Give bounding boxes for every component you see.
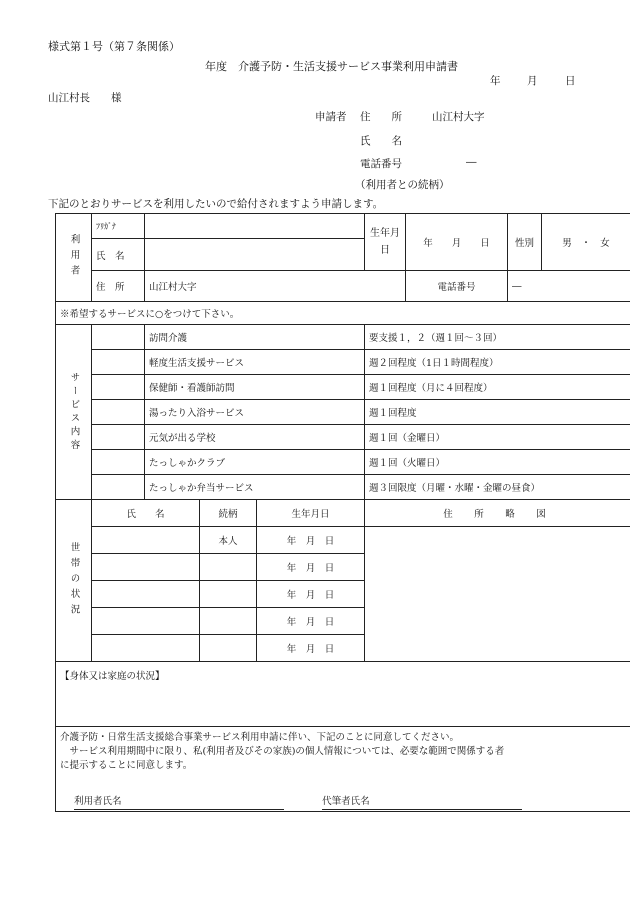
- household-relation-field[interactable]: 本人: [200, 527, 257, 554]
- household-birth-field[interactable]: 年 月 日: [257, 527, 365, 554]
- service-frequency: 週３回限度（月曜・水曜・金曜の昼食）: [365, 475, 630, 500]
- household-name-field[interactable]: [92, 554, 200, 581]
- applicant-relation-label: （利用者との続柄）: [355, 179, 450, 191]
- service-name: 軽度生活支援サービス: [145, 350, 365, 375]
- condition-field[interactable]: [56, 662, 630, 727]
- proxy-signature-label: 代筆者氏名: [322, 796, 370, 807]
- service-check-cell[interactable]: [92, 475, 145, 500]
- household-col-name: 氏 名: [92, 500, 200, 527]
- household-relation-field[interactable]: [200, 554, 257, 581]
- user-signature-label: 利用者氏名: [74, 796, 122, 807]
- household-birth-field[interactable]: 年 月 日: [257, 554, 365, 581]
- service-check-cell[interactable]: [92, 325, 145, 350]
- household-birth-field[interactable]: 年 月 日: [257, 608, 365, 635]
- furigana-field[interactable]: [145, 214, 365, 239]
- furigana-label: ﾌﾘｶﾞﾅ: [92, 214, 145, 239]
- birth-day: 日: [480, 238, 490, 249]
- user-name-field[interactable]: [145, 239, 365, 271]
- sex-label: 性別: [508, 214, 542, 271]
- user-phone-label: 電話番号: [406, 271, 508, 302]
- service-frequency: 週１回（金曜日）: [365, 425, 630, 450]
- household-name-field[interactable]: [92, 635, 200, 662]
- intro-text: 下記のとおりサービスを利用したいので給付されますよう申請します。: [48, 198, 384, 210]
- household-relation-field[interactable]: [200, 581, 257, 608]
- address-map-area[interactable]: [365, 527, 630, 662]
- service-name: 元気が出る学校: [145, 425, 365, 450]
- household-name-field[interactable]: [92, 608, 200, 635]
- birth-month: 月: [451, 238, 462, 249]
- service-check-cell[interactable]: [92, 375, 145, 400]
- consent-line-1: 介護予防・日常生活支援総合事業サービス利用申請に伴い、下記のことに同意してください。: [60, 732, 460, 743]
- service-check-cell[interactable]: [92, 400, 145, 425]
- household-birth-field[interactable]: 年 月 日: [257, 635, 365, 662]
- service-name: 湯ったり入浴サービス: [145, 400, 365, 425]
- applicant-address-value: 山江村大字: [432, 111, 485, 123]
- sex-selector[interactable]: 男 ・ 女: [542, 214, 630, 271]
- service-name: たっしゃかクラブ: [145, 450, 365, 475]
- birth-label: 生年月日: [365, 214, 406, 271]
- service-check-cell[interactable]: [92, 350, 145, 375]
- date-day: 日: [565, 75, 576, 87]
- service-frequency: 週１回（火曜日）: [365, 450, 630, 475]
- birth-date-field[interactable]: [406, 214, 508, 271]
- user-address-label: 住 所: [92, 271, 145, 302]
- proxy-signature-line[interactable]: [322, 795, 522, 810]
- condition-label: 【身体又は家庭の状況】: [60, 671, 165, 682]
- birth-year: 年: [423, 238, 433, 249]
- service-name: たっしゃか弁当サービス: [145, 475, 365, 500]
- service-frequency: 週２回程度（1日１時間程度）: [365, 350, 630, 375]
- user-name-label: 氏 名: [92, 239, 145, 271]
- service-name: 訪問介護: [145, 325, 365, 350]
- household-relation-field[interactable]: [200, 608, 257, 635]
- user-address-field[interactable]: 山江村大字: [145, 271, 406, 302]
- applicant-phone-label: 電話番号: [360, 158, 402, 170]
- service-check-cell[interactable]: [92, 450, 145, 475]
- household-col-birth: 生年月日: [257, 500, 365, 527]
- page-title: 年度 介護予防・生活支援サービス事業利用申請書: [205, 60, 458, 73]
- household-col-relation: 続柄: [200, 500, 257, 527]
- service-instruction: ※希望するサービスに○をつけて下さい。: [56, 302, 630, 325]
- application-form-table: [55, 213, 630, 812]
- applicant-address-label: 住 所: [360, 111, 402, 123]
- consent-line-3: に提示することに同意します。: [60, 760, 193, 771]
- household-section-label: 世帯の状況: [56, 500, 92, 662]
- date-month: 月: [527, 75, 538, 87]
- service-check-cell[interactable]: [92, 425, 145, 450]
- service-name: 保健師・看護師訪問: [145, 375, 365, 400]
- applicant-name-label: 氏 名: [360, 135, 402, 147]
- consent-block: [56, 727, 630, 812]
- household-birth-field[interactable]: 年 月 日: [257, 581, 365, 608]
- user-phone-field[interactable]: ―: [508, 271, 630, 302]
- service-frequency: 週１回程度: [365, 400, 630, 425]
- user-section-label: 利用者: [56, 214, 92, 302]
- user-signature-line[interactable]: [74, 795, 284, 810]
- addressee: 山江村長 様: [48, 92, 122, 104]
- service-frequency: 週１回程度（月に４回程度）: [365, 375, 630, 400]
- household-name-field[interactable]: [92, 527, 200, 554]
- household-name-field[interactable]: [92, 581, 200, 608]
- service-section-label: サービス内容: [56, 325, 92, 500]
- applicant-role-label: 申請者: [315, 111, 347, 123]
- date-year: 年: [490, 75, 501, 87]
- applicant-phone-value: ―: [466, 156, 477, 168]
- service-frequency: 要支援１，２（週１回～３回）: [365, 325, 630, 350]
- form-number: 様式第１号（第７条関係）: [48, 40, 180, 53]
- consent-line-2: サービス利用期間中に限り、私(利用者及びその家族)の個人情報については、必要な範囲で関係する者: [60, 746, 505, 757]
- household-col-map: 住 所 略 図: [365, 500, 630, 527]
- household-relation-field[interactable]: [200, 635, 257, 662]
